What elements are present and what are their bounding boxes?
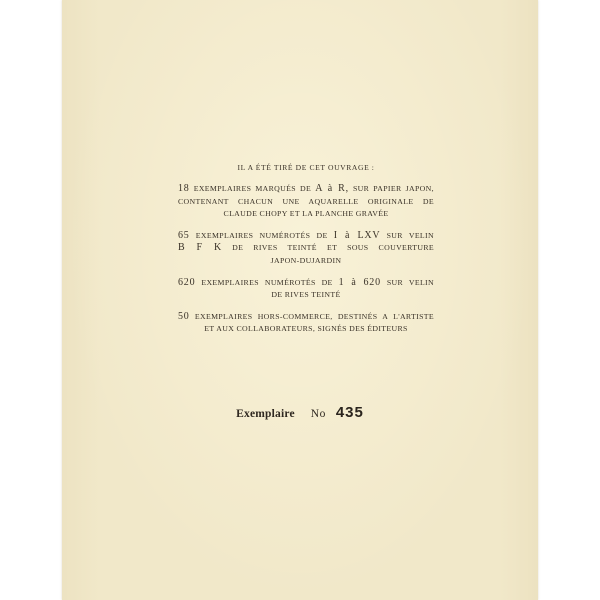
copy-number-sign: No [310, 408, 326, 420]
edition-hors-commerce [178, 311, 434, 336]
edition-rives-text-c: SUR VELIN [386, 277, 434, 287]
edition-bfk-text-b: DE RIVES TEINTÉ ET SOUS COUVERTURE [232, 243, 435, 253]
edition-rives [178, 277, 434, 302]
copy-number-line [62, 404, 538, 422]
copy-number: 435 [335, 404, 364, 421]
edition-rives-text-a: EXEMPLAIRES NUMÉROTÉS DE [201, 277, 333, 287]
edition-rives-line-1 [178, 277, 434, 290]
edition-japon [178, 183, 434, 221]
edition-bfk-line-2 [178, 242, 434, 255]
edition-japon-line-3: CLAUDE CHOPY ET LA PLANCHE GRAVÉE [223, 209, 389, 219]
intro-line: IL A ÉTÉ TIRÉ DE CET OUVRAGE : [237, 163, 375, 172]
edition-rives-range: 1 à 620 [338, 276, 381, 288]
edition-japon-text-a: EXEMPLAIRES MARQUÉS DE [193, 184, 312, 193]
edition-bfk [178, 230, 434, 268]
edition-japon-line-2: CONTENANT CHACUN UNE AQUARELLE ORIGINALE DE [178, 196, 434, 206]
edition-hc-text-a: EXEMPLAIRES HORS-COMMERCE, DESTINÉS A L'ARTISTE [194, 311, 434, 321]
copy-label: Exemplaire [236, 408, 295, 420]
edition-hc-count: 50 [178, 310, 190, 322]
edition-bfk-range: I à LXV [333, 229, 381, 241]
edition-rives-count: 620 [178, 276, 196, 288]
edition-hc-line-2: ET AUX COLLABORATEURS, SIGNÉS DES ÉDITEURS [204, 324, 408, 334]
edition-bfk-text-a: EXEMPLAIRES NUMÉROTÉS DE [195, 230, 328, 240]
edition-hc-line-1 [178, 311, 434, 324]
book-page [62, 0, 538, 600]
edition-bfk-paper: B F K [178, 242, 223, 254]
edition-japon-text-c: SUR PAPIER JAPON, [352, 184, 434, 193]
edition-bfk-line-3: JAPON-DUJARDIN [270, 255, 342, 265]
edition-japon-count: 18 [178, 183, 190, 194]
edition-bfk-line-1 [178, 230, 434, 243]
justification-du-tirage [178, 163, 434, 345]
edition-japon-line-1 [178, 183, 434, 196]
edition-japon-range: A à R, [315, 183, 349, 194]
edition-bfk-text-c: SUR VELIN [386, 230, 434, 240]
edition-bfk-count: 65 [178, 229, 190, 241]
edition-rives-line-2: DE RIVES TEINTÉ [271, 290, 341, 300]
